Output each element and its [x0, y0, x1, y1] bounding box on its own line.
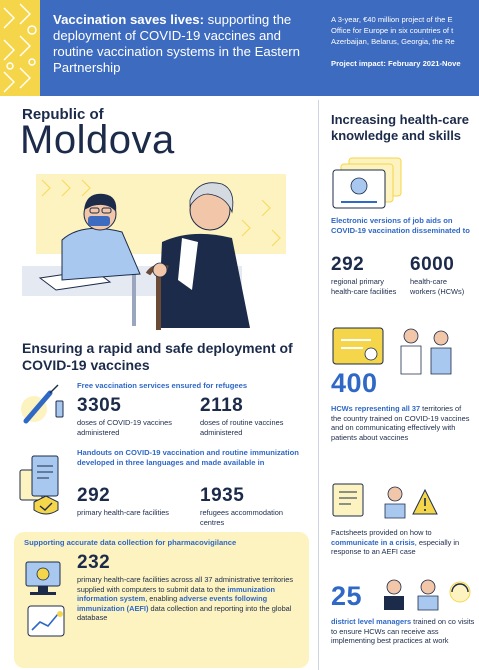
vaccination-illustration	[22, 170, 294, 330]
block3-text: data collection and reporting into the global database	[77, 603, 292, 622]
block3-headline: Supporting accurate data collection for pharmacovigilance	[24, 538, 237, 547]
stat-phc-facilities-label: primary health-care facilities	[77, 508, 170, 517]
syringe-vial-icon	[20, 383, 66, 425]
ornament-pattern-icon	[0, 0, 40, 96]
r-block3-text: , especially in response to an AEFI case	[331, 537, 460, 556]
managers-headset-icon	[380, 578, 476, 612]
block3-highlight-iis: immunization information system	[77, 584, 275, 603]
banner-info-line: Azerbaijan, Belarus, Georgia, the Re	[331, 37, 455, 46]
stat-computers-facilities: 232	[77, 552, 111, 573]
banner-impact: Project impact: February 2021-Nove	[331, 59, 461, 68]
stat-hcws-trained: 400	[331, 368, 378, 398]
block3-text: primary health-care facilities across all 37 administrative territories supplied with computers to submit data to the	[77, 575, 294, 594]
r-block2-description	[331, 404, 473, 442]
r-block3-description	[331, 528, 471, 557]
banner-project-info	[331, 14, 479, 69]
country-prefix: Republic of	[22, 106, 104, 123]
block3-text: , enabling	[145, 594, 180, 603]
job-aid-cards-icon	[331, 156, 405, 212]
r-block4-text: trained on co visits to ensure HCWs can receive ass implementing best practices at work	[331, 617, 475, 645]
block1-headline: Free vaccination services ensured for refugees	[77, 381, 248, 390]
stat-hcws-label: health-care workers (HCWs)	[410, 277, 465, 296]
block3-highlight-aefi: adverse events following immunization (AEFI)	[77, 594, 268, 613]
handout-documents-icon	[18, 452, 64, 518]
stat-routine-doses-label: doses of routine vaccines administered	[200, 418, 284, 437]
stat-routine-doses: 2118	[200, 395, 244, 416]
stat-district-managers: 25	[331, 581, 363, 611]
banner-info-line: Office for Europe in six countries of t	[331, 26, 454, 35]
banner-info-line: A 3-year, €40 million project of the E	[331, 15, 453, 24]
stat-covid-doses: 3305	[77, 395, 122, 416]
section-title-knowledge: Increasing health-care knowledge and skills	[331, 112, 469, 143]
banner-title	[53, 12, 313, 76]
banner-title-bold: Vaccination saves lives:	[53, 12, 205, 27]
column-divider	[318, 100, 319, 670]
stat-hcws: 6000	[410, 254, 455, 275]
computer-data-icon	[22, 556, 72, 642]
factsheet-warning-icon	[331, 482, 441, 520]
r-block2-text: territories of the country trained on COVID-19 vaccines and on communicating effectively with patients about vaccines	[331, 404, 470, 442]
stat-regional-phc-label: regional primary health-care facilities	[331, 277, 397, 296]
stat-refugee-centres: 1935	[200, 485, 245, 506]
r-block3-highlight: communicate in a crisis	[331, 537, 415, 547]
r-block4-highlight: district level managers	[331, 617, 412, 626]
banner-title-rest: supporting the deployment of COVID-19 vaccines and routine vaccination systems in the Eastern Partnership	[53, 12, 301, 75]
r-block3-text: Factsheets provided on how to	[331, 528, 432, 537]
stat-refugee-centres-label: refugees accommodation centres	[200, 508, 283, 527]
block2-headline: Handouts on COVID-19 vaccination and routine immunization developed in three languages and made available in	[77, 448, 299, 467]
block3-description	[77, 575, 305, 623]
stat-phc-facilities: 292	[77, 485, 111, 506]
country-name: Moldova	[20, 118, 175, 162]
section-title-deployment: Ensuring a rapid and safe deployment of COVID-19 vaccines	[22, 340, 293, 373]
header-banner	[0, 0, 479, 96]
r-block1-headline: Electronic versions of job aids on COVID-19 vaccination disseminated to	[331, 216, 470, 235]
r-block4-description	[331, 617, 479, 646]
stat-regional-phc: 292	[331, 254, 365, 275]
stat-covid-doses-label: doses of COVID-19 vaccines administered	[77, 418, 172, 437]
r-block2-highlight: HCWs representing all 37	[331, 404, 421, 413]
